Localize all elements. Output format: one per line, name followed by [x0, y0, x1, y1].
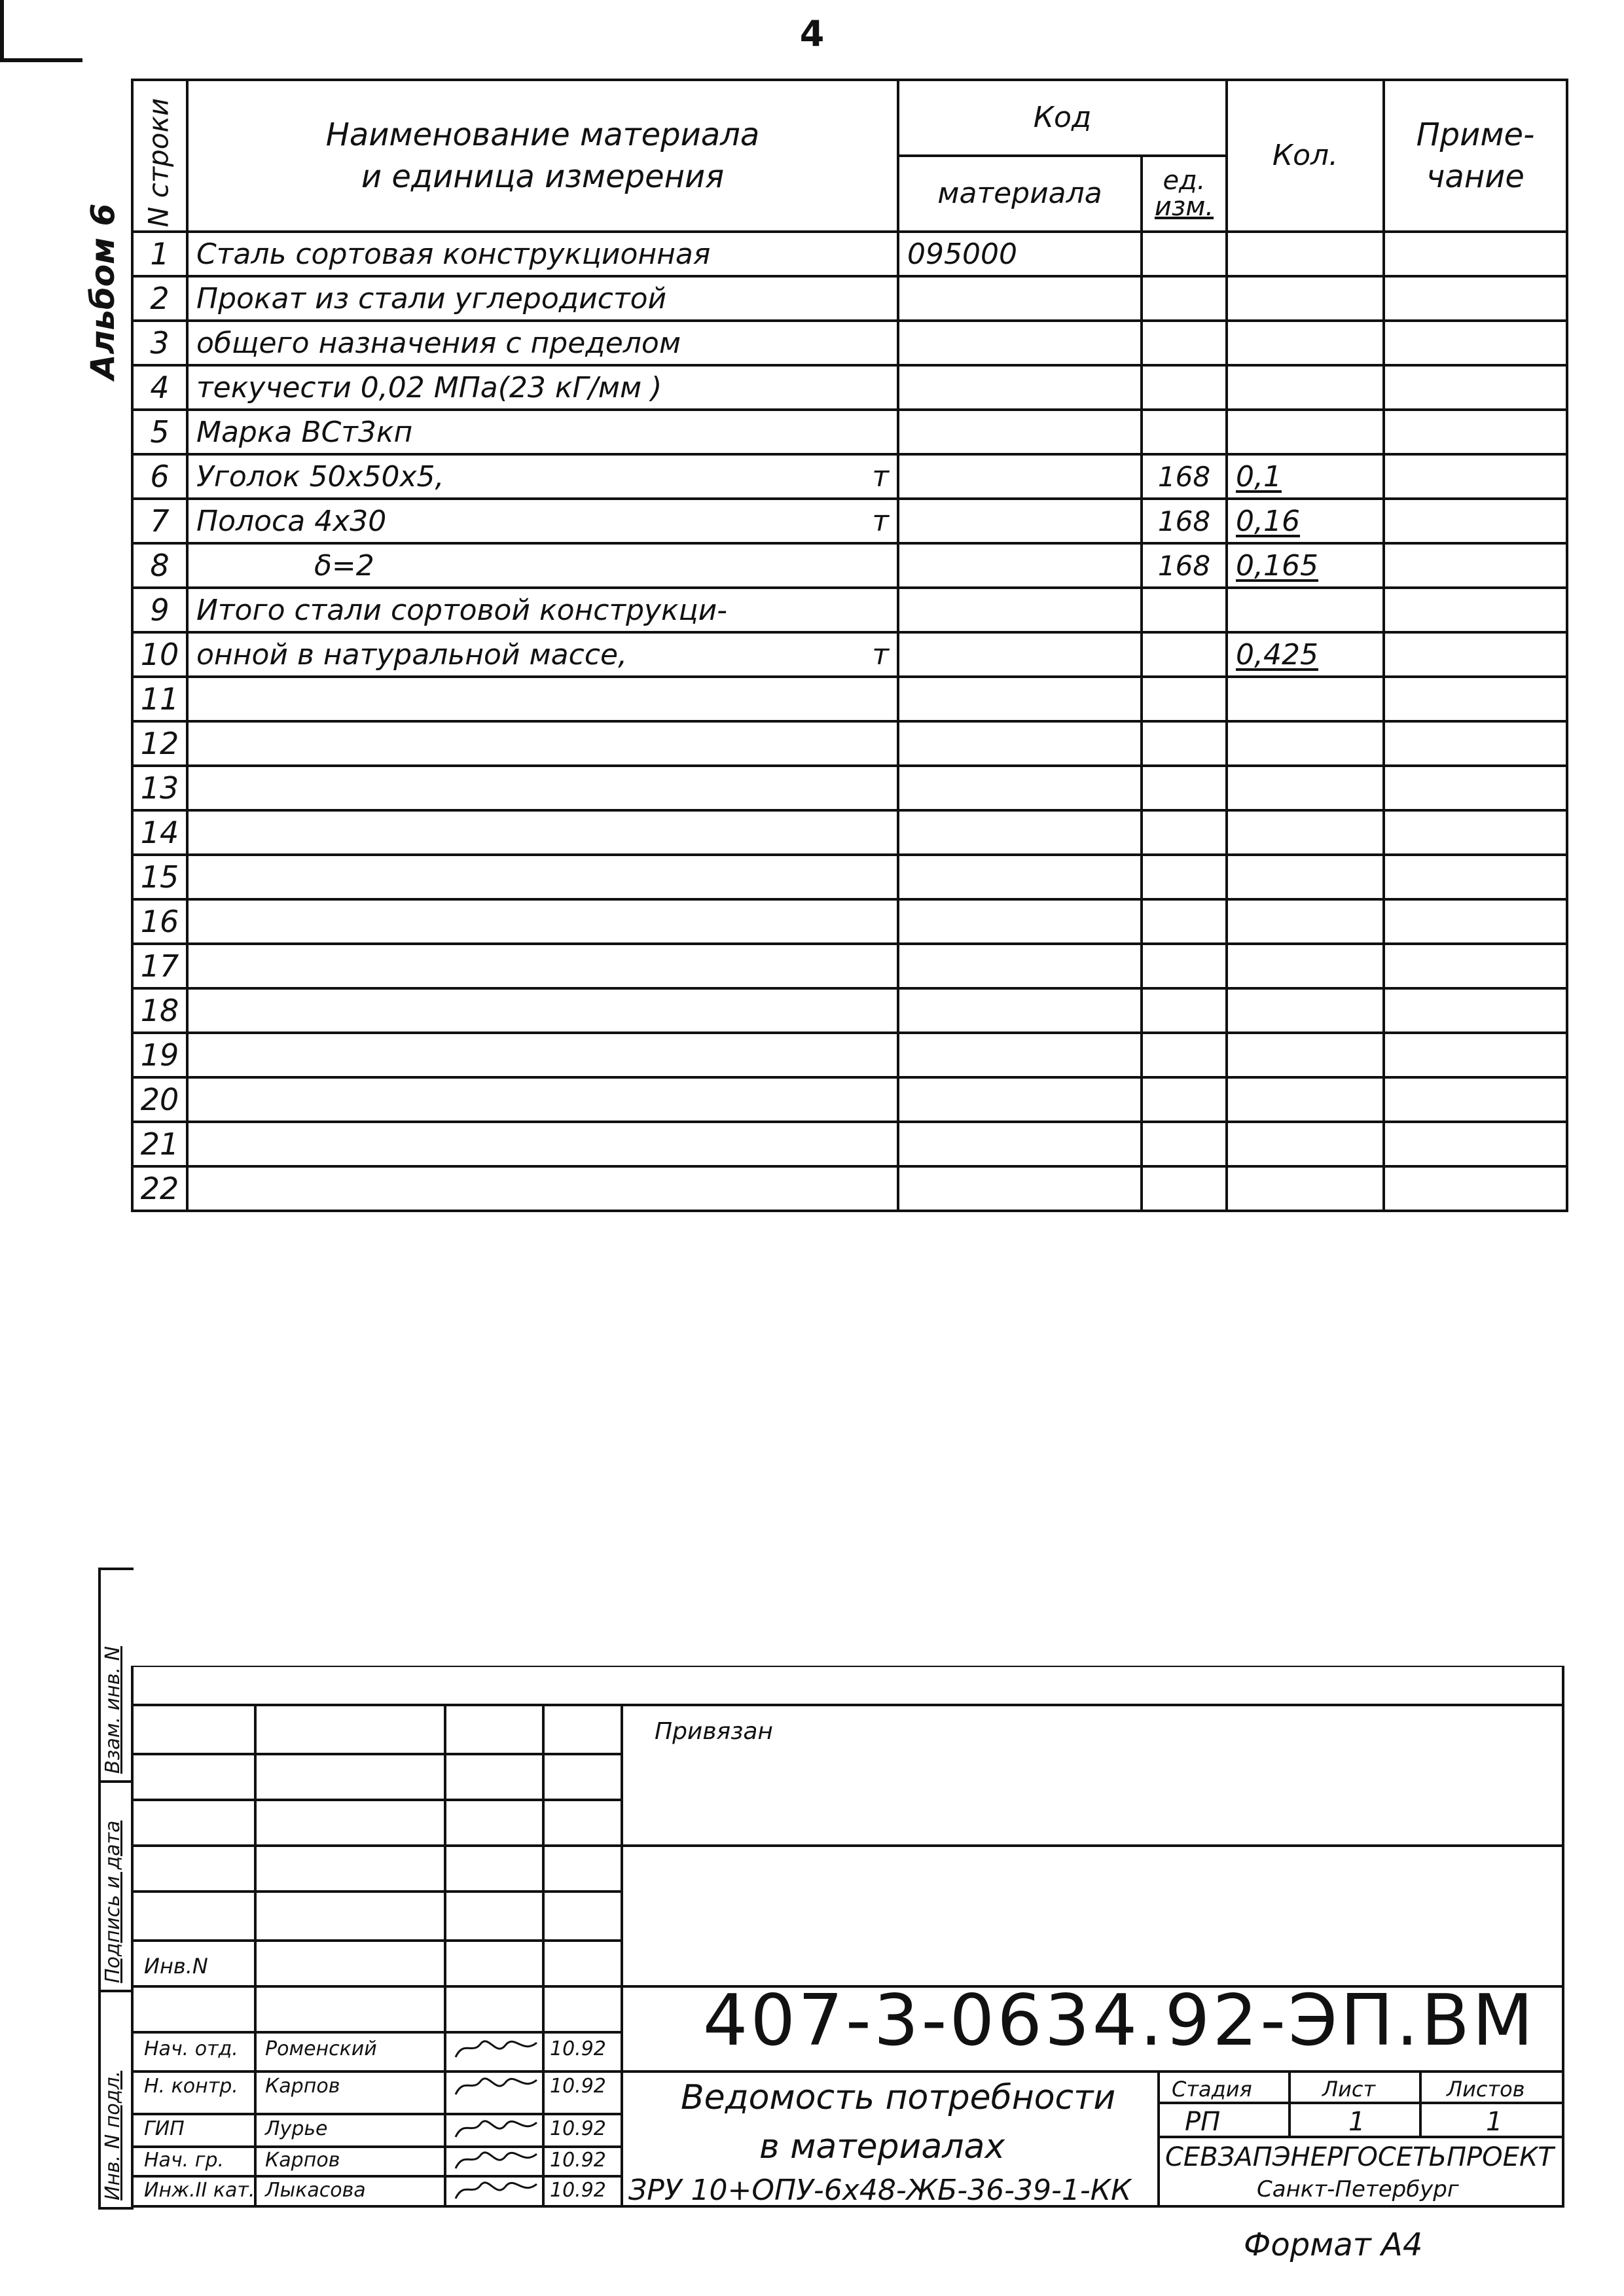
materials-table [131, 79, 1568, 1212]
signer-date: 10.92 [550, 2037, 606, 2060]
row-name-wrap [196, 238, 889, 271]
row-material-code [898, 410, 1142, 454]
row-name-cell [187, 321, 898, 365]
table-row [132, 321, 1567, 365]
row-name-cell [187, 988, 898, 1033]
row-material-code [898, 899, 1142, 944]
header-row-1 [132, 80, 1567, 156]
row-name-wrap [196, 282, 889, 315]
row-quantity: 0,165 [1227, 543, 1384, 588]
table-row [132, 810, 1567, 855]
sheet-number-box [0, 0, 825, 62]
row-number: 2 [132, 276, 187, 321]
row-unit-suffix: т [872, 504, 889, 538]
row-number: 5 [132, 410, 187, 454]
signer-name: Лыкасова [265, 2179, 366, 2202]
row-unit-suffix: т [872, 459, 889, 493]
row-unit-code [1142, 588, 1227, 632]
row-note [1384, 232, 1567, 276]
row-unit-code [1142, 365, 1227, 410]
row-name-cell [187, 721, 898, 766]
signer-role: Нач. отд. [144, 2037, 238, 2060]
row-unit-code: 168 [1142, 499, 1227, 543]
row-quantity: 0,425 [1227, 632, 1384, 677]
row-number: 10 [132, 632, 187, 677]
header-name-cell [187, 80, 898, 232]
row-name-cell [187, 276, 898, 321]
row-quantity [1227, 721, 1384, 766]
row-note [1384, 677, 1567, 721]
signature [450, 2115, 542, 2144]
table-row [132, 1122, 1567, 1166]
row-name-cell [187, 632, 898, 677]
row-unit-code: 168 [1142, 454, 1227, 499]
row-unit-suffix: т [872, 637, 889, 672]
table-row [132, 410, 1567, 454]
stage-value: РП [1185, 2107, 1221, 2137]
header-row-no-cell [132, 80, 187, 232]
margin-rule-div2 [98, 1990, 134, 1992]
table-row [132, 588, 1567, 632]
header-material: материала [898, 156, 1142, 232]
header-note-line2: чание [1426, 158, 1525, 195]
header-unit-line1: ед. [1163, 166, 1206, 196]
table-row [132, 543, 1567, 588]
row-material-code [898, 365, 1142, 410]
row-unit-code [1142, 1077, 1227, 1122]
row-name-cell [187, 365, 898, 410]
sheet-label: Лист [1322, 2077, 1376, 2102]
row-name-cell [187, 677, 898, 721]
row-unit-code [1142, 276, 1227, 321]
header-note-cell [1384, 80, 1567, 232]
inv-n-label: Инв.N [144, 1954, 208, 1979]
row-note [1384, 543, 1567, 588]
row-unit-code [1142, 721, 1227, 766]
row-unit-code [1142, 810, 1227, 855]
row-number: 15 [132, 855, 187, 899]
table-row [132, 899, 1567, 944]
signature [450, 2146, 542, 2175]
row-name-cell [187, 899, 898, 944]
table-row [132, 276, 1567, 321]
row-name-cell [187, 766, 898, 810]
sheet-number: 4 [799, 13, 825, 54]
row-number: 6 [132, 454, 187, 499]
podpis-data-label: Подпись и дата [101, 1820, 124, 1983]
signer-name: Карпов [265, 2149, 340, 2172]
row-unit-code [1142, 1033, 1227, 1077]
row-note [1384, 855, 1567, 899]
album-label: Альбом 6 [84, 203, 122, 380]
table-row [132, 1033, 1567, 1077]
row-material-code [898, 721, 1142, 766]
row-note [1384, 1077, 1567, 1122]
row-unit-code [1142, 766, 1227, 810]
header-unit-line2: изм. [1154, 192, 1214, 222]
signer-role: ГИП [144, 2117, 185, 2140]
stage-label: Стадия [1172, 2077, 1252, 2102]
title-line-2: в материалах [759, 2127, 1005, 2166]
header-unit-cell [1142, 156, 1227, 232]
row-name-wrap [196, 505, 889, 538]
row-note [1384, 632, 1567, 677]
signature [450, 2072, 542, 2101]
row-material-code [898, 1077, 1142, 1122]
format-label: Формат А4 [1244, 2227, 1423, 2263]
row-name: Марка ВСт3кп [196, 415, 413, 449]
row-quantity [1227, 410, 1384, 454]
row-material-code [898, 988, 1142, 1033]
table-row [132, 721, 1567, 766]
row-material-code [898, 810, 1142, 855]
signer-date: 10.92 [550, 2149, 606, 2172]
row-quantity [1227, 365, 1384, 410]
row-quantity: 0,1 [1227, 454, 1384, 499]
row-name: Итого стали сортовой конструкци- [196, 593, 728, 627]
row-name-cell [187, 454, 898, 499]
row-note [1384, 410, 1567, 454]
row-name: Сталь сортовая конструкционная [196, 237, 711, 271]
row-number: 3 [132, 321, 187, 365]
signer-date: 10.92 [550, 2117, 606, 2140]
header-name-line2: и единица измерения [361, 158, 725, 195]
city: Санкт-Петербург [1257, 2176, 1459, 2202]
vzam-inv-label: Взам. инв. N [101, 1646, 124, 1774]
header-row-no: N строки [142, 98, 175, 228]
signer-name: Роменский [265, 2037, 377, 2060]
row-number: 12 [132, 721, 187, 766]
row-number: 18 [132, 988, 187, 1033]
row-note [1384, 988, 1567, 1033]
signer-role: Инж.II кат. [144, 2179, 255, 2202]
signer-role: Нач. гр. [144, 2149, 225, 2172]
row-unit-code: 168 [1142, 543, 1227, 588]
row-unit-code [1142, 410, 1227, 454]
row-quantity [1227, 810, 1384, 855]
row-quantity [1227, 988, 1384, 1033]
row-number: 1 [132, 232, 187, 276]
row-name-cell [187, 410, 898, 454]
row-note [1384, 365, 1567, 410]
row-material-code [898, 677, 1142, 721]
row-quantity [1227, 766, 1384, 810]
row-material-code: 095000 [898, 232, 1142, 276]
row-note [1384, 1033, 1567, 1077]
row-name-cell [187, 1166, 898, 1211]
margin-rule [131, 1666, 134, 2209]
row-material-code [898, 588, 1142, 632]
row-name-cell [187, 810, 898, 855]
row-name-cell [187, 1033, 898, 1077]
row-note [1384, 810, 1567, 855]
header-name-line1: Наименование материала [325, 117, 760, 153]
row-name-cell [187, 855, 898, 899]
row-note [1384, 899, 1567, 944]
table-row [132, 632, 1567, 677]
row-quantity [1227, 276, 1384, 321]
row-name: онной в натуральной массе, [196, 637, 628, 672]
row-material-code [898, 766, 1142, 810]
row-material-code [898, 454, 1142, 499]
row-unit-code [1142, 944, 1227, 988]
signer-role: Н. контр. [144, 2075, 238, 2098]
inv-podl-label: Инв. N подл. [101, 2070, 124, 2200]
table-row [132, 454, 1567, 499]
row-name-cell [187, 499, 898, 543]
sheets-value: 1 [1486, 2107, 1503, 2137]
header-qty: Кол. [1227, 80, 1384, 232]
row-quantity [1227, 899, 1384, 944]
row-name: Прокат из стали углеродистой [196, 281, 667, 315]
row-quantity: 0,16 [1227, 499, 1384, 543]
margin-rule-bottom [98, 2207, 134, 2210]
row-unit-code [1142, 988, 1227, 1033]
row-quantity [1227, 1166, 1384, 1211]
row-unit-code [1142, 632, 1227, 677]
row-quantity [1227, 588, 1384, 632]
row-number: 7 [132, 499, 187, 543]
row-number: 19 [132, 1033, 187, 1077]
row-unit-code [1142, 899, 1227, 944]
row-name-wrap [196, 327, 889, 360]
row-note [1384, 454, 1567, 499]
row-name: общего назначения с пределом [196, 326, 681, 360]
margin-rule-top [98, 1568, 134, 1570]
row-name-cell [187, 588, 898, 632]
row-note [1384, 944, 1567, 988]
row-name: Полоса 4х30 [196, 504, 387, 538]
row-unit-code [1142, 321, 1227, 365]
row-unit-code [1142, 855, 1227, 899]
signer-name: Лурье [265, 2117, 328, 2140]
row-number: 11 [132, 677, 187, 721]
row-number: 4 [132, 365, 187, 410]
row-name-wrap [196, 594, 889, 627]
row-unit-code [1142, 232, 1227, 276]
row-note [1384, 321, 1567, 365]
row-unit-code [1142, 1122, 1227, 1166]
row-material-code [898, 321, 1142, 365]
sheet-value: 1 [1348, 2107, 1365, 2137]
row-name-cell [187, 1122, 898, 1166]
signature [450, 2035, 542, 2064]
organization: СЕВЗАПЭНЕРГОСЕТЬПРОЕКТ [1165, 2142, 1554, 2172]
margin-rule-div1 [98, 1780, 134, 1783]
table-row [132, 1077, 1567, 1122]
row-quantity [1227, 321, 1384, 365]
row-note [1384, 721, 1567, 766]
row-quantity [1227, 944, 1384, 988]
row-name: δ=2 [314, 548, 374, 583]
row-quantity [1227, 1122, 1384, 1166]
row-quantity [1227, 1077, 1384, 1122]
row-unit-code [1142, 677, 1227, 721]
row-name-wrap [196, 416, 889, 449]
row-name-wrap [196, 549, 889, 583]
row-number: 13 [132, 766, 187, 810]
row-number: 16 [132, 899, 187, 944]
row-material-code [898, 1033, 1142, 1077]
row-note [1384, 766, 1567, 810]
row-note [1384, 276, 1567, 321]
row-name-cell [187, 543, 898, 588]
row-material-code [898, 855, 1142, 899]
row-material-code [898, 276, 1142, 321]
table-row [132, 499, 1567, 543]
table-row [132, 944, 1567, 988]
privyazan-label: Привязан [655, 1718, 773, 1745]
table-row [132, 766, 1567, 810]
table-row [132, 988, 1567, 1033]
row-number: 22 [132, 1166, 187, 1211]
row-material-code [898, 1166, 1142, 1211]
row-quantity [1227, 677, 1384, 721]
row-name-cell [187, 944, 898, 988]
row-name-wrap [196, 460, 889, 493]
row-name-wrap [196, 638, 889, 672]
margin-rule-outer [98, 1568, 101, 2209]
sheets-label: Листов [1447, 2077, 1525, 2102]
row-material-code [898, 944, 1142, 988]
row-number: 8 [132, 543, 187, 588]
object-designation: ЗРУ 10+ОПУ-6х48-ЖБ-36-39-1-КК [628, 2174, 1132, 2207]
title-block [131, 1666, 1566, 2209]
row-material-code [898, 543, 1142, 588]
row-name-wrap [196, 371, 889, 404]
table-row [132, 232, 1567, 276]
document-designation: 407-3-0634.92-ЭП.ВМ [702, 1980, 1536, 2062]
row-number: 21 [132, 1122, 187, 1166]
row-number: 14 [132, 810, 187, 855]
row-name: текучести 0,02 МПа(23 кГ/мм ) [196, 370, 662, 404]
row-note [1384, 588, 1567, 632]
table-row [132, 855, 1567, 899]
table-row [132, 1166, 1567, 1211]
row-number: 17 [132, 944, 187, 988]
row-note [1384, 1122, 1567, 1166]
row-number: 20 [132, 1077, 187, 1122]
signer-name: Карпов [265, 2075, 340, 2098]
header-note-line1: Приме- [1416, 117, 1535, 153]
row-note [1384, 1166, 1567, 1211]
title-line-1: Ведомость потребности [681, 2078, 1116, 2117]
table-row [132, 677, 1567, 721]
row-note [1384, 499, 1567, 543]
row-quantity [1227, 855, 1384, 899]
signature [450, 2176, 542, 2205]
row-quantity [1227, 232, 1384, 276]
header-code: Код [898, 80, 1227, 156]
row-unit-code [1142, 1166, 1227, 1211]
row-material-code [898, 499, 1142, 543]
row-name-cell [187, 232, 898, 276]
row-name: Уголок 50х50х5, [196, 459, 444, 493]
signer-date: 10.92 [550, 2075, 606, 2098]
row-material-code [898, 632, 1142, 677]
table-row [132, 365, 1567, 410]
row-name-cell [187, 1077, 898, 1122]
row-number: 9 [132, 588, 187, 632]
signer-date: 10.92 [550, 2179, 606, 2202]
row-material-code [898, 1122, 1142, 1166]
row-quantity [1227, 1033, 1384, 1077]
